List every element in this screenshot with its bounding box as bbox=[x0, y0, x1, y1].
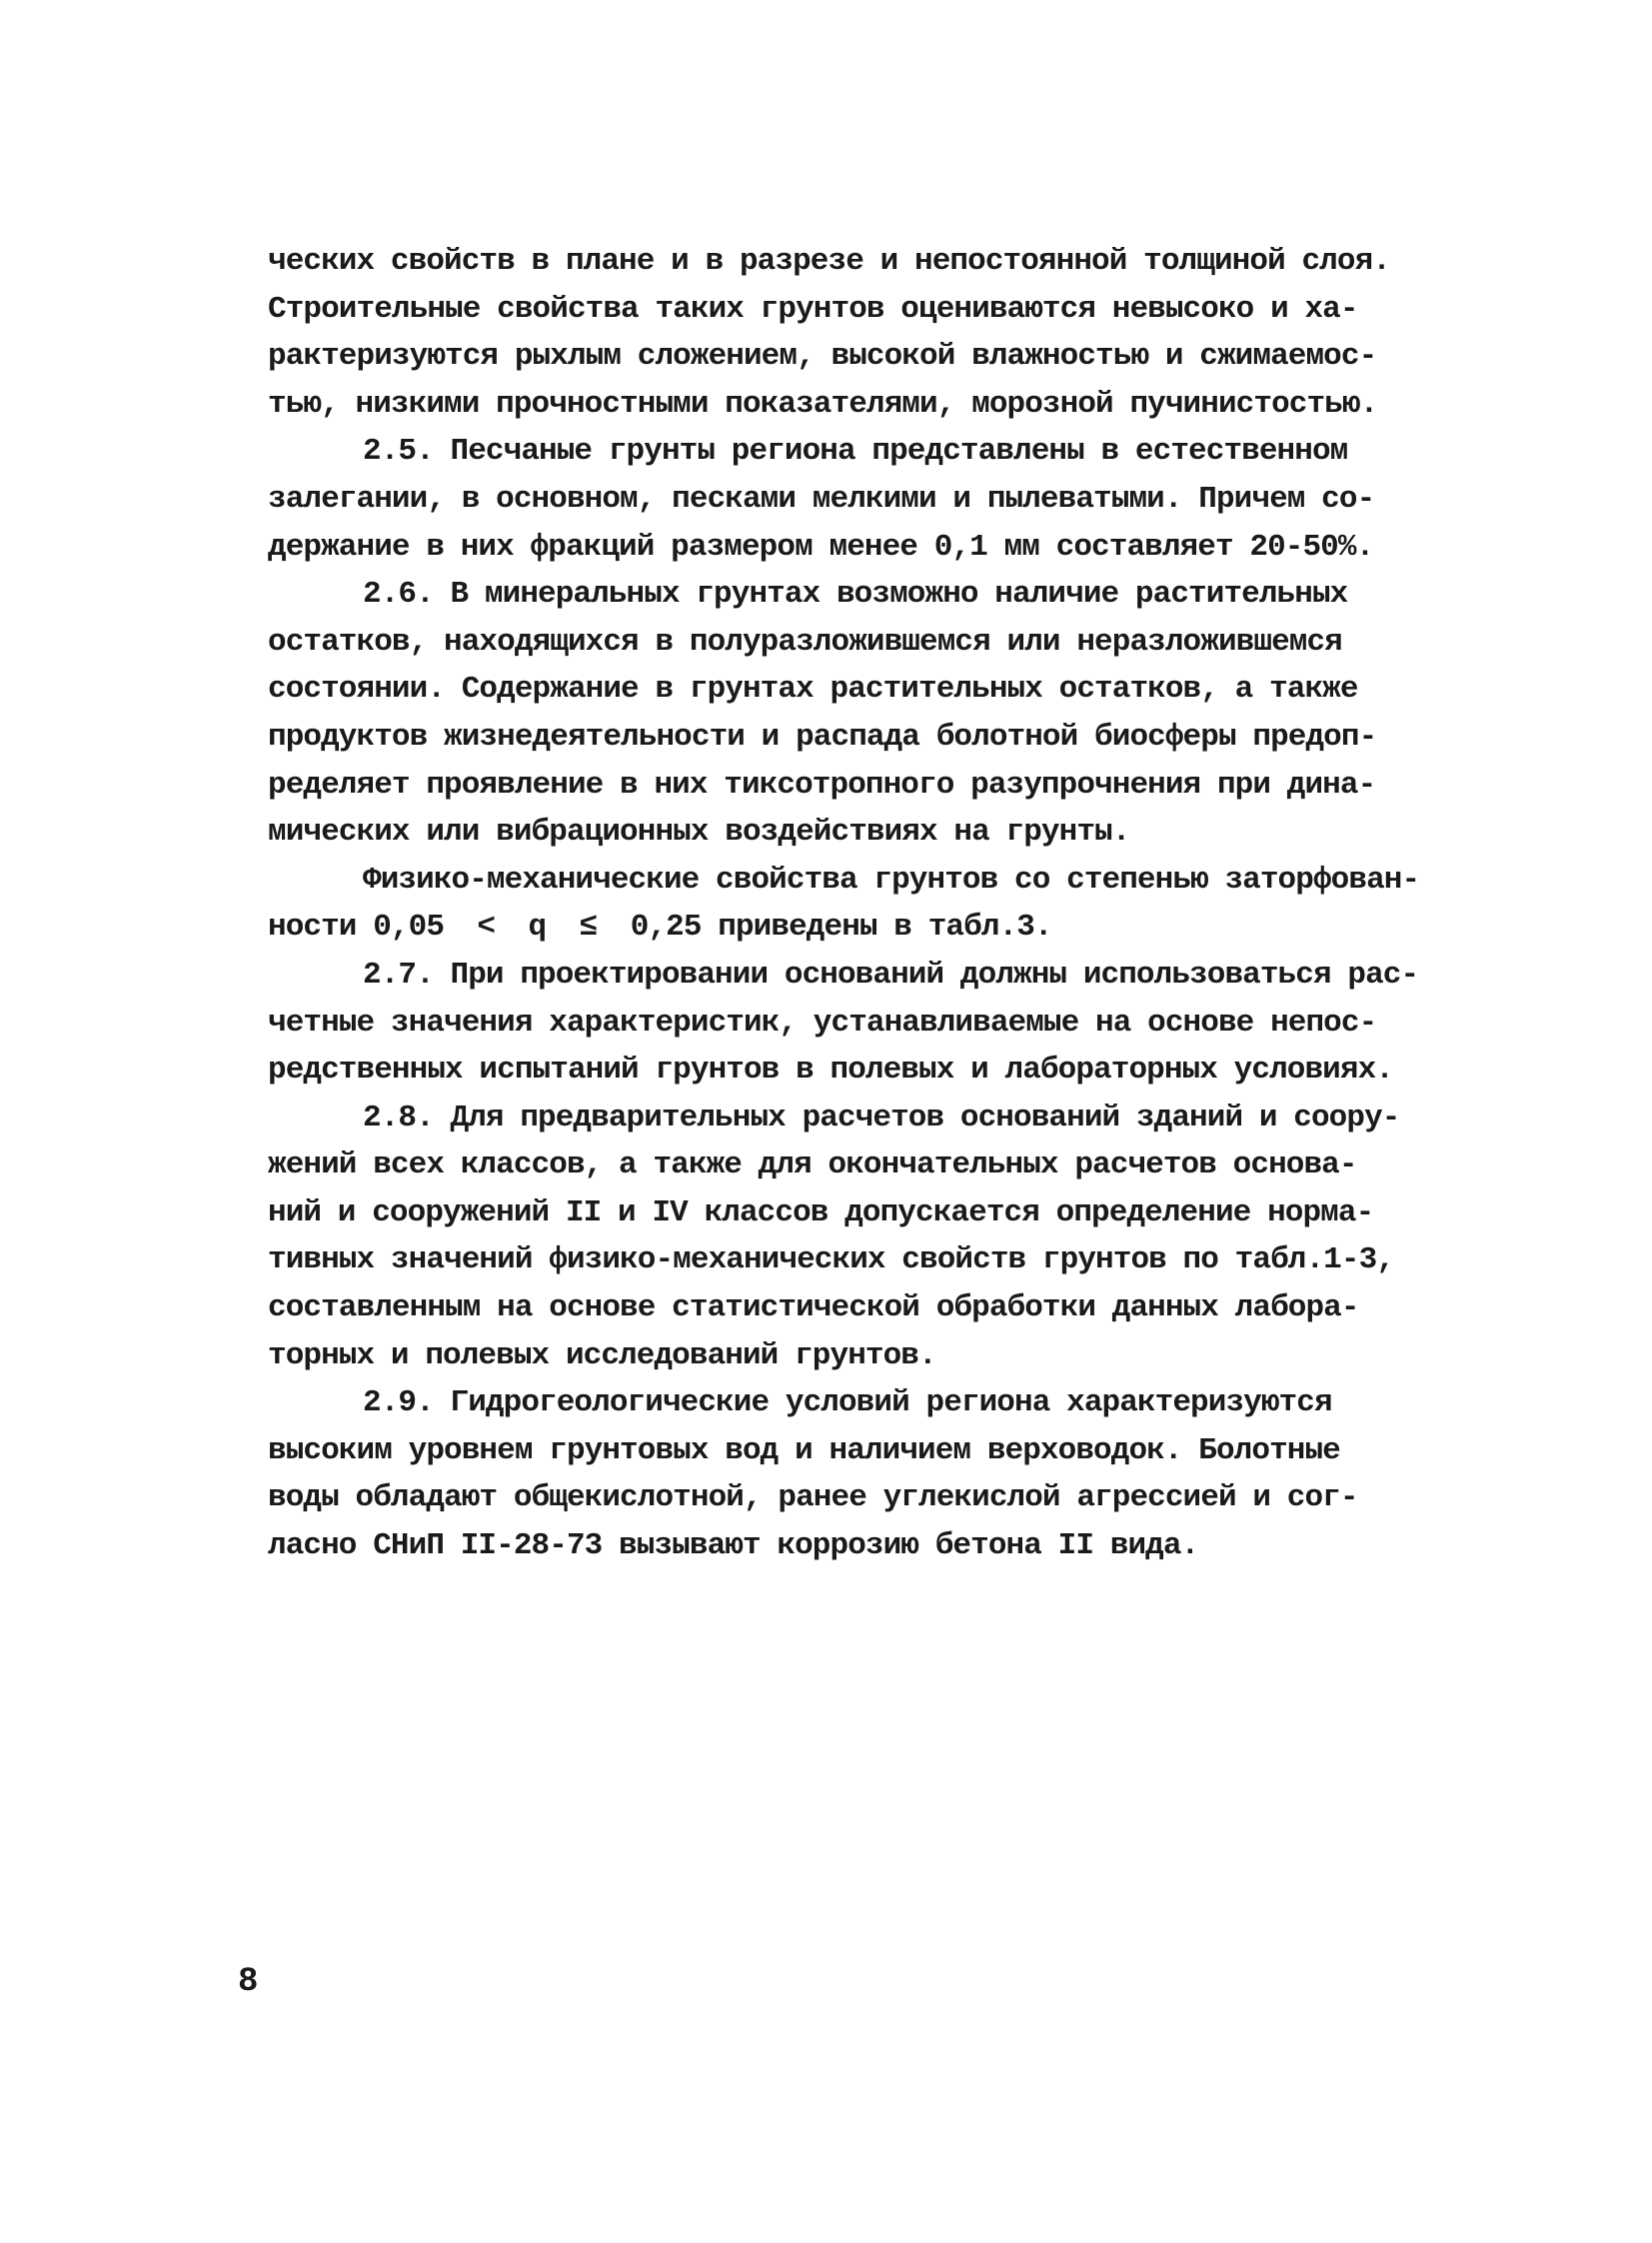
paragraph-2-5-start: 2.5. Песчаные грунты региона представлены в естественном bbox=[363, 434, 1348, 470]
text-line: держание в них фракций размером менее 0,1 мм составляет 20-50%. bbox=[268, 529, 1374, 565]
text-line: составленным на основе статистической обработки данных лабора- bbox=[268, 1290, 1359, 1326]
text-line: ний и сооружений II и IV классов допускается определение норма- bbox=[268, 1194, 1374, 1230]
paragraph-2-6-start: 2.6. В минеральных грунтах возможно наличие растительных bbox=[363, 577, 1348, 613]
text-line: остатков, находящихся в полуразложившемся или неразложившемся bbox=[268, 624, 1342, 660]
text-line: жений всех классов, а также для окончательных расчетов основа- bbox=[268, 1147, 1357, 1183]
paragraph-peat-start: Физико-механические свойства грунтов со степенью заторфован- bbox=[363, 862, 1420, 898]
paragraph-2-7-start: 2.7. При проектировании оснований должны использоваться рас- bbox=[363, 957, 1419, 993]
text-line: мических или вибрационных воздействиях на грунты. bbox=[268, 815, 1130, 851]
text-line: редственных испытаний грунтов в полевых и лабораторных условиях. bbox=[268, 1053, 1393, 1089]
text-line: залегании, в основном, песками мелкими и пылеватыми. Причем со- bbox=[268, 481, 1375, 517]
paragraph-2-9-start: 2.9. Гидрогеологические условий региона характеризуются bbox=[363, 1385, 1332, 1421]
text-line: ласно СНиП II-28-73 вызывают коррозию бетона II вида. bbox=[268, 1528, 1199, 1564]
text-line: состоянии. Содержание в грунтах растительных остатков, а также bbox=[268, 672, 1358, 708]
text-line: воды обладают общекислотной, ранее углекислой агрессией и сог- bbox=[268, 1480, 1358, 1516]
formula-line: ности 0,05 < q ≤ 0,25 приведены в табл.3. bbox=[268, 910, 1052, 946]
text-line: тивных значений физико-механических свойств грунтов по табл.1-3, bbox=[268, 1242, 1394, 1278]
text-line: рактеризуются рыхлым сложением, высокой влажностью и сжимаемос- bbox=[268, 339, 1377, 375]
page-number: 8 bbox=[238, 1963, 259, 2001]
text-line: Строительные свойства таких грунтов оцениваются невысоко и ха- bbox=[268, 291, 1358, 327]
text-line: четные значения характеристик, устанавливаемые на основе непос- bbox=[268, 1005, 1377, 1041]
text-line: ческих свойств в плане и в разрезе и непостоянной толщиной слоя. bbox=[268, 244, 1390, 279]
body-text bbox=[268, 238, 1467, 1570]
paragraph-2-8-start: 2.8. Для предварительных расчетов оснований зданий и соору- bbox=[363, 1100, 1400, 1135]
text-line: продуктов жизнедеятельности и распада болотной биосферы предоп- bbox=[268, 719, 1377, 755]
text-line: торных и полевых исследований грунтов. bbox=[268, 1337, 936, 1373]
text-line: ределяет проявление в них тиксотропного разупрочнения при дина- bbox=[268, 767, 1376, 803]
text-line: тью, низкими прочностными показателями, морозной пучинистостью. bbox=[268, 386, 1378, 422]
text-line: высоким уровнем грунтовых вод и наличием верховодок. Болотные bbox=[268, 1432, 1340, 1468]
